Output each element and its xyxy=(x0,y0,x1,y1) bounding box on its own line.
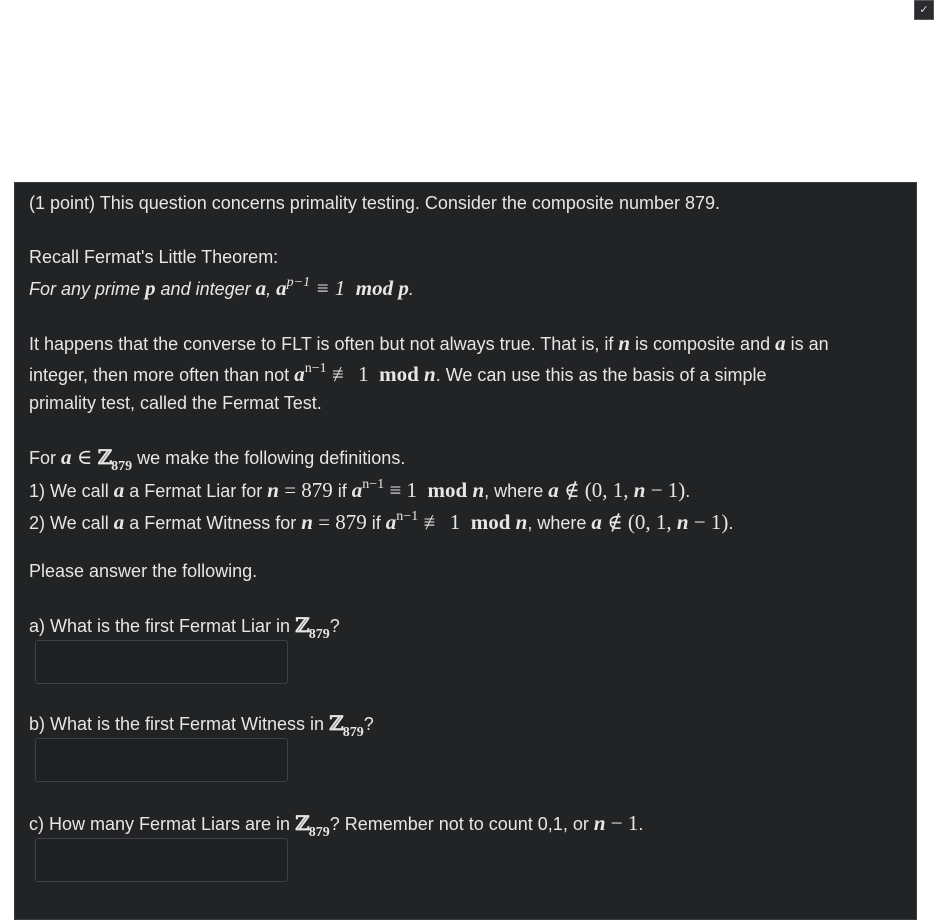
converse-line-2: integer, then more often than not $a^{n-1}$ ≢ 1 mod n. We can use this as the basis of a simple xyxy=(29,361,767,386)
please-answer: Please answer the following. xyxy=(29,561,258,581)
question-a: a) What is the first Fermat Liar in ℤ$_{879}$? xyxy=(29,613,340,642)
question-b: b) What is the first Fermat Witness in ℤ$_{879}$? xyxy=(29,711,374,740)
question-intro: (1 point) This question concerns primality testing. Consider the composite number 879. xyxy=(29,193,721,213)
flt-statement: For any prime p and integer a, $a^{p-1} \equiv 1$ mod p. xyxy=(29,275,414,300)
converse-line-3: primality test, called the Fermat Test. xyxy=(29,393,322,413)
question-panel xyxy=(14,182,917,920)
definition-witness: 2) We call a a Fermat Witness for n = 879 if $a^{n-1}$ ≢ 1 mod n, where a ∉ (0, 1, n − 1). xyxy=(29,509,734,534)
answer-c-input[interactable] xyxy=(35,838,288,882)
definition-liar: 1) We call a a Fermat Liar for n = 879 if $a^{n-1} \equiv 1$ mod n, where a ∉ (0, 1, n − 1). xyxy=(29,477,691,502)
converse-line-1: It happens that the converse to FLT is often but not always true. That is, if n is composite and a is an xyxy=(29,331,829,355)
recall-text: Recall Fermat's Little Theorem: xyxy=(29,247,279,267)
answer-a-input[interactable] xyxy=(35,640,288,684)
answer-b-input[interactable] xyxy=(35,738,288,782)
question-c: c) How many Fermat Liars are in ℤ$_{879}$? Remember not to count 0,1, or n − 1. xyxy=(29,811,644,840)
definitions-intro: For a ∈ ℤ$_{879}$ we make the following definitions. xyxy=(29,445,406,474)
checkmark-icon[interactable]: ✓ xyxy=(914,0,934,20)
